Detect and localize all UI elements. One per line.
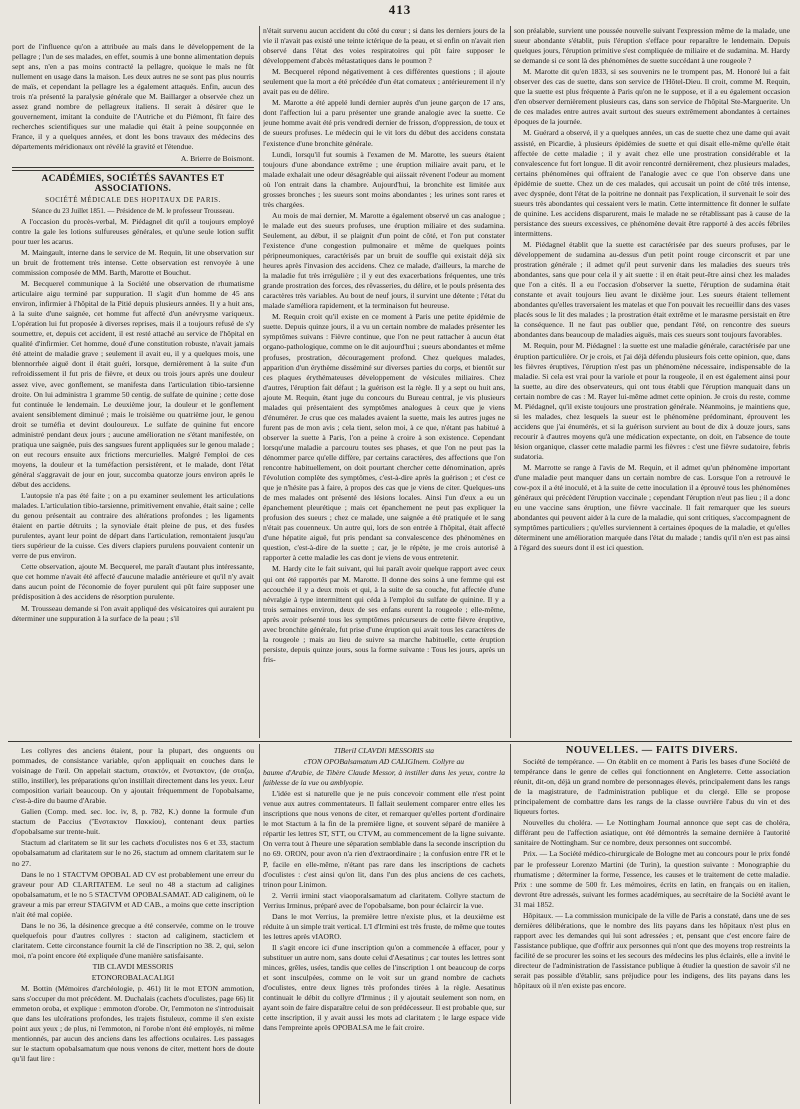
paragraph: A l'occasion du procès-verbal, M. Piédagnel dit qu'il a toujours employé contre la gale les lotions sulfureuses générales, et qu'une seule lotion suffit pour tuer les acarus. — [12, 216, 254, 246]
page-number: 413 — [388, 2, 412, 17]
paragraph: M. Hardy cite le fait suivant, qui lui paraît avoir quelque rapport avec ceux qui ont été rapportés par M. Marotte. Il donne des soins à une femme qui est accouchée il y a deux mois et qui, à la suite de sa couche, fut affectée d'une névralgie à type intermittent qui céda à l'emploi du sulfate de quinine. Il y a trois semaines environ, deux de ses enfans eurent la rougeole ; elle-même, après avoir présenté tous les symptômes précurseurs de cette fièvre éruptive, avec bronchite générale, fut prise d'une éruption qui avait tous les caractères de la rougeole ; mais au lieu de suivre sa marche habituelle, cette éruption persiste, depuis quinze jours, sous la forme suivante : Tous les jours, après un fris- — [263, 564, 505, 664]
paragraph: M. Marotte dit qu'en 1833, si ses souvenirs ne le trompent pas, M. Honoré lui a fait observer des cas de suette, dans son service de l'Hôtel-Dieu. Il croit, comme M. Requin, que la suette est plus fréquente à Paris qu'on ne le suppose, et il a eu également occasion d'en observer dernièrement plusieurs cas, dans son service de l'hôpital Ste-Marguerite. Un de ces malades entre autres avait surtout des sueurs extrêmement abondantes à certaines époques de la journée. — [514, 67, 790, 127]
inscription-heading: cTON OPOBalsamatum AD CALIGInem. Collyre au — [303, 757, 465, 767]
paragraph: M. Guérard a observé, il y a quelques années, un cas de suette chez une dame qui avait assisté, en Picardie, à plusieurs épidémies de suette et qui disait elle-même qu'elle était affectée de cette maladie ; il y avait chez elle une prostration considérable et la convalescence fut fort longue. Il dit avoir rencontré dernièrement, chez plusieurs malades, certains phénomènes qui offraient de l'analogie avec ce que l'on observe dans une épidémie de suette. Chez un de ces malades, qui accusait un point de côté très intense, avec dyspnée, dont l'état de la poitrine ne donnait pas l'explication, il survenait le soir des sueurs très abondantes qui cessaient vers le matin. Cette intermittence fit donner le sulfate de quinine. Les accidens disparurent, mais le malade ne se rétablissant pas à cause de la persistance des sueurs excessives, ce phénomène devait être rapporté à des accès fébriles intermittens. — [514, 128, 790, 238]
paragraph: M. Marrotte se range à l'avis de M. Requin, et il admet qu'un phénomène important d'une maladie peut manquer dans un certain nombre de cas. Lorsque l'on a retrouvé le cow-pox il a été inoculé, et à la suite de cette inoculation il a éprouvé tous les phénomènes généraux qui précèdent l'éruption vaccinale ; cependant l'éruption n'eut pas lieu ; il a donc eu une vaccine sans éruption, une fièvre vaccinale. Il fait remarquer que les sueurs abondantes qui peuvent aider à la cure de la maladie, qui sont critiques, s'accompagnent de symptômes particuliers ; qu'elles surviennent à certaines époques de la maladie, et qu'elles déterminent une amélioration marquée dans l'état du malade ; tandis qu'il n'en est pas ainsi à l'égard des sueurs dont il est ici question. — [514, 463, 790, 553]
column-rule — [259, 744, 260, 1104]
paragraph: Les collyres des anciens étaient, pour la plupart, des onguents ou pommades, de consistance variable, qu'on appliquait en couches dans le voisinage de l'œil. On appelait stactum, στακτόν, et ἔνστακτον, (de σταζω, stillo, instiller), les préparations qu'on instillait directement dans les yeux. Leur composition variait beaucoup. On y ajoutait fréquemment de l'opobalsame, c'est-à-dire du baume d'Arabie. — [12, 746, 254, 806]
news-item: Société de tempérance. — On établit en ce moment à Paris les bases d'une Société de tempérance dans le genre de celles qui fonctionnent en Angleterre. Cette association réunit, dit-on, déjà un grand nombre de personnages élevés, principalement dans les rangs de la magistrature, de l'administration publique et du clergé. Elle se propose principalement de combattre dans les rangs de la classe ouvrière l'abus du vin et des liqueurs fortes. — [514, 757, 790, 817]
society-name: SOCIÉTÉ MÉDICALE DES HOPITAUX DE PARIS. — [45, 195, 221, 204]
paragraph: Dans le mot Verrius, la première lettre n'existe plus, et la deuxième est réduite à un simple trait vertical. L'I d'Irmini est très fruste, de même que toutes les lettres après vIAORO. — [263, 911, 505, 941]
inscription-translation: baume d'Arabie, de Tibère Claude Messor, à instiller dans les yeux, contre la faiblesse de la vue ou amblyopie. — [263, 768, 505, 788]
paragraph: Dans le no 36, la désinence grecque a été conservée, comme on le trouve quelquefois pour d'autres collyres : stacton ad caliginem, stacticlem et claritatem. Cette circonstance fournit la clé de l'inscription no 38. 2, qui, selon moi, n'a point encore été expliquée d'une manière satisfaisante. — [12, 920, 254, 960]
upper-column-2 — [263, 26, 505, 738]
paragraph: M. Requin croit qu'il existe en ce moment à Paris une petite épidémie de suette. Depuis quinze jours, il a vu un certain nombre de malades présenter les symptômes suivans : Fièvre continue, que l'on ne peut rattacher à aucun état organo-pathologique, comme on le dit aujourd'hui ; sueurs abondantes et même profuses, prostration, découragement profond. Chez quelques malades, apparition d'un érythème disséminé sur diverses parties du corps, et bientôt sur ces plaques érythémateuses développement de vésicules miliaires. Chez d'autres, l'éruption fait défaut ; la guérison est la règle. Il y a sept ou huit ans, ajoute M. Requin, étant juge du concours du Bureau central, je vis plusieurs malades qui présentaient des symptômes analogues à ceux que je viens d'énumérer. Je crus que ces malades avaient la suette, mais les autres juges ne furent pas de mon avis ; cela tient, selon moi, à ce que, n'étant pas habitué à observer la suette à Paris, l'on a peine à croire à son existence. Cependant lorsqu'une maladie a parcouru toutes ses phases, et que l'on ne peut pas la dénommer parce qu'elle diffère, par certains caractères, des affections que l'on rencontre habituellement, on doit pourtant chercher cette dénomination, après l'évolution complète des symptômes, c'est-à-dire après la guérison ; et c'est ce que je n'hésite pas à faire, à propos des cas que je viens de citer. Quelques-uns de mes malades ont présenté des lésions locales. Ainsi l'un d'eux a eu un épanchement pleurétique ; mais cet épanchement ne peut pas expliquer la profusion des sueurs ; chez ce malade, une saignée a été pratiquée et le sang n'était pas couenneux. Un autre qui, lors de son entrée à l'hôpital, était affecté d'une hépatite aiguë, fut pris pendant sa convalescence des phénomènes en question, c'est-à-dire de la suette ; car, je le répète, je me crois autorisé à rapporter à cette maladie les cas dont je viens de vous entretenir. — [263, 312, 505, 563]
inscription-line: TIB CLAVDI MESSORIS — [92, 961, 174, 971]
paragraph: M. Requin, pour M. Piédagnel : la suette est une maladie générale, caractérisée par une éruption particulière. Or je crois, et j'ai déjà défendu plusieurs fois cette opinion, que, dans les fièvres éruptives, l'éruption n'est pas un phénomène nécessaire, indispensable de la maladie. Si cela est vrai pour la variole et pour la rougeole, il en est également ainsi pour la suette, au dire des observateurs, qui ont tous établi que l'éruption manquait dans un certain nombre de cas : M. Rayer lui-même admet cette opinion. Je crois du reste, comme M. Piédagnel, qu'il existe toujours une prostration générale. Néanmoins, je maintiens que, si les malades, chez lesquels la sueur est le phénomène prédominant, éprouvent les accidens que j'ai énumérés, et si la guérison survient au bout de dix à douze jours, sans recourir à d'autres moyens qu'à une médication expectante, on doit, en l'absence de toute lésion organique, classer cette maladie parmi les fièvres : c'est une fièvre sudatoire, febris sudatoria. — [514, 341, 790, 461]
paragraph: L'idée est si naturelle que je ne puis concevoir comment elle n'est point venue aux autres commentateurs. Il fallait seulement comparer entre elles les inscriptions que nous venons de citer, et remarquer qu'elles portent d'ordinaire le mot Stactum à la fin de la première ligne, et souvent séparé de manière à répartir les lettres ST, STT, ou CTVM, au commencement de la ligne suivante. On verra tout à l'heure une séparation semblable dans la seconde inscription du no 69. ORON, pour avon n'a rien d'extraordinaire ; la confusion entre l'R et le P, facile en elle-même, n'étant pas rare dans les inscriptions de cachets d'oculistes : c'est ainsi qu'on lit, dans l'un des plus anciens de ces cachets, trinon pour Linimon. — [263, 789, 505, 889]
column-rule — [510, 26, 511, 738]
paragraph: M. Marotte a été appelé lundi dernier auprès d'un jeune garçon de 17 ans, dont l'affection lui a paru présenter une grande analogie avec la suette. Ce jeune homme avait été pris vendredi dernier de frisson, d'oppression, de toux et de sueurs profuses. Le médecin qui le vit lors du début des accidens constata l'existence d'une bronchite générale. — [263, 98, 505, 148]
inscription-line: ETONOROBALACALIGI — [91, 973, 175, 983]
column-rule — [259, 26, 260, 738]
news-item: Nouvelles du choléra. — Le Nottingham Journal annonce que sept cas de choléra, différant peu de l'affection asiatique, ont été démontrés la semaine dernière à l'autorité sanitaire de Nottingham. Sur ce nombre, deux personnes ont succombé. — [514, 818, 790, 848]
upper-column-3 — [514, 26, 790, 738]
paragraph: M. Trousseau demande si l'on avait appliqué des vésicatoires qui auraient pu déterminer une suppuration à la surface de la peau ; s'il — [12, 603, 254, 623]
paragraph: L'autopsie n'a pas été faite ; on a pu examiner seulement les articulations malades. L'articulation tibio-tarsienne, primitivement envahie, était saine ; celle du genou présentait au contraire des altérations profondes ; les ligaments étaient en partie détruits ; la synoviale était pleine de pus, et des fusées purulentes, ayant leur point de départ dans l'articulation, remontaient jusqu'au tiers supérieur de la cuisse. Ces divers clapiers purulens pouvaient contenir un verre de pus environ. — [12, 491, 254, 561]
meeting-info: Séance du 23 Juillet 1851. — Présidence de M. le professeur Trousseau. — [31, 206, 235, 215]
paragraph: M. Becquerel répond négativement à ces différentes questions ; il ajoute seulement que la mort a été précédée d'un état comateux ; antérieurement il n'y avait pas eu de délire. — [263, 67, 505, 97]
paragraph: M. Maingault, interne dans le service de M. Requin, lit une observation sur un bruit de frottement très intense. Cette observation est renvoyée à une commission composée de MM. Barth, Marotte et Bouchut. — [12, 247, 254, 277]
paragraph: 2. Verrii irmini stact viaoporalsamatum ad claritatem. Collyre stactum de Verrius Irminus, préparé avec de l'opobalsame, bon pour éclaircir la vue. — [263, 890, 505, 910]
paragraph: Stactum ad claritatem se lit sur les cachets d'oculistes nos 6 et 33, stactum opobalsamatum ad claritatem sur le no 26, stactum ad omnem claritatem sur le no 27. — [12, 838, 254, 868]
lower-column-1 — [12, 746, 254, 1102]
paragraph: M. Becquerel communique à la Société une observation de rhumatisme articulaire aigu terminé par suppuration. Il s'agit d'un homme de 45 ans environ, infirmier à l'hôpital de la Pitié depuis plusieurs années. Il y a huit ans, à la suite d'une saignée, cet homme fut affecté d'un anévrysme variqueux. L'opération lui fut proposée à diverses reprises, mais il a toujours refusé de s'y soumettre, et, depuis cet accident, il est resté attaché au service de l'hôpital en qualité d'infirmier. Cet homme, doué d'une constitution robuste, n'avait jamais été atteint de maladie grave ; seulement il avait eu, il y a quelques mois, une blennorrhée aiguë dont il était guéri, lorsque, dernièrement à la suite d'un refroidissement il fut pris de fièvre, et deux ou trois jours après une douleur assez vive, avec gonflement, se manifesta dans l'articulation tibio-tarsienne droite. On lui administra 1 gramme 50 centig. de sulfate de quinine ; cette dose fut continuée le lendemain. Le deuxième jour, la douleur et le gonflement avaient sensiblement diminué ; mais le troisième ou quatrième jour, le genou droit se tuméfia et devint douloureux. Le sulfate de quinine fut encore administré pendant deux jours ; aucune amélioration ne s'étant manifestée, on pratiqua une saignée, puis des sangsues furent appliquées sur le genou malade ; on eut recours ensuite aux frictions mercurielles. Malgré l'emploi de ces moyens, la douleur et la tuméfaction persistèrent, et le malade, dont l'état général s'aggravait de jour en jour, succomba quatorze jours environ après le début des accidens. — [12, 279, 254, 489]
section-divider — [12, 167, 254, 171]
paragraph: M. Bottin (Mémoires d'archéologie, p. 461) lit le mot ETON ammotion, sans s'occuper du mot précédent. M. Duchalais (cachets d'oculistes, page 66) lit emmeton oroba, et explique : emmoton d'orobe. Or, l'emmoton ne s'introduisait que dans les ulcérations profondes, les trajets fistuleux, comme il s'en existe point aux yeux ; de plus, ni l'emmoton, ni l'orobe n'ont été employés, ni même mentionnés, par aucun des anciens dans les affections oculaires. Les passages sur le stactum opobalsamatum que nous venons de citer, mettent hors de doute qu'il faut lire : — [12, 984, 254, 1064]
news-section-title: NOUVELLES. — FAITS DIVERS. — [565, 746, 739, 756]
paragraph: Cette observation, ajoute M. Becquerel, me paraît d'autant plus intéressante, que cet homme n'avait été affecté d'aucune maladie antérieure et qu'il n'y avait dans aucun point de l'économie de foyer purulent qui pût faire supposer une prédisposition à des accidens de résorption purulente. — [12, 562, 254, 602]
paragraph: Dans le no 1 STACTVM OPOBAL AD CV est probablement une erreur du graveur pour AD CLARITATEM. Le seul no 48 a stactum ad caligines opobalsamatum, et le no 5 STACTVM OPOBALSAMAT. AD caliginem, où le graveur a mis par erreur STAGIVM et AD CAB., a moins que cette inscription n'ait été mal copiée. — [12, 869, 254, 919]
news-item: Prix. — La Société médico-chirurgicale de Bologne met au concours pour le prix fondé par le professeur Lorenzo Martini (de Turin), la question suivante : Monographie du rhumatisme ; déterminer la forme, l'essence, les causes et le traitement de cette maladie. Prix : une somme de 500 fr. Les mémoires, écrits en latin, en français ou en italien, devront être adressés, suivant les formes académiques, au secrétaire de la Société avant le 31 mai 1852. — [514, 849, 790, 909]
lower-column-2 — [263, 746, 505, 1102]
paragraph: M. Piédagnel établit que la suette est caractérisée par des sueurs profuses, par le développement de sudamina au-dessus d'un petit point rouge circonscrit et par une prostration générale ; il admet qu'il peut survenir dans les maladies des sueurs très abondantes, sans que pour cela il y ait suette : il en était peut-être ainsi chez les malades que l'on a cités. Il a eu l'occasion d'observer la suette, l'éruption de sudamina était constante et avait toujours lieu avant le dixième jour. Les sueurs étaient tellement abondantes qu'elles traversaient les matelas et que l'on pouvait les recueillir dans des vases placés sous le lit des malades ; la prostration était extrême et le marasme persistait en être la conséquence. Il ne faut pas oublier que, pendant l'été, on rencontre des sueurs abondantes dans beaucoup de maladies aiguës, mais ces sueurs sont toujours favorables. — [514, 239, 790, 340]
section-title: ACADÉMIES, SOCIÉTÉS SAVANTES ET ASSOCIATIONS. — [41, 173, 225, 194]
paragraph: Il s'agit encore ici d'une inscription qu'on a commencée à effacer, pour y substituer un autre nom, sans doute celui d'Aesatinus ; car toutes les lettres sont minces, grêles, usées, tandis que celles de l'inscription 1 ont beaucoup de corps et sont insculpées, comme on le voit sur un grand nombre de cachets d'oculistes, entre deux lignes très profondes tirées à la règle. Aesatinus continuait le débit du collyre d'Irminus ; il y ajoutait seulement son nom, en ayant soin de faire disparaître celui de son prédécesseur. Il est probable que, sur cette inscription, il y avait aussi les mots ad claritatem ; le large espace vide dans l'empreinte après OPOBALSA me le fait croire. — [263, 942, 505, 1033]
author-signature: A. Brierre de Boismont. — [180, 153, 254, 163]
paragraph: son préalable, survient une poussée nouvelle suivant l'expression même de la malade, une sueur abondante s'établit, puis l'éruption s'efface pour reparaître le lendemain. Depuis quelques jours, l'éruption primitive s'est compliquée de miliaire et de sudamina. M. Hardy se demande si ce sont là des phénomènes de suette succédant à une rougeole ? — [514, 26, 790, 66]
news-item: Hôpitaux. — La commission municipale de la ville de Paris a constaté, dans une de ses dernières délibérations, que le nombre des lits payans dans les hôpitaux n'est plus en rapport avec les demandes qui lui sont adressées ; et, pensant que c'est encore faire de l'assistance publique, que d'offrir aux personnes qui n'ont que des moyens trop restreints la facilité de se procurer les soins et les secours des médecins les plus éclairés, elle a invité le directeur de l'administration de l'assistance publique à étudier la question de savoir s'il ne serait pas possible d'établir, sans préjudice pour les indigens, des lits payans dans les hôpitaux où il n'en existe pas encore. — [514, 910, 790, 991]
inscription-heading: TIBeriI CLAVDIi MESSORIS sta — [333, 746, 435, 755]
upper-column-1 — [12, 42, 254, 738]
horizontal-rule — [8, 741, 792, 742]
paragraph: Lundi, lorsqu'il fut soumis à l'examen de M. Marotte, les sueurs étaient toujours d'une abondance extrême ; une éruption miliaire avait paru, et le malade exhalait une odeur désagréable qui aiissait révenent l'odeur au moment où l'on entrait dans la chambre. Aujourd'hui, la bronchite est limitée aux grosses bronches ; les sueurs sont moins abondantes ; les urines sont rares et très chargées. — [263, 149, 505, 209]
paragraph: n'était survenu aucun accident du côté du cœur ; si dans les derniers jours de la vie il n'avait pas existé une teinte ictérique de la peau, et si enfin on n'avait rien observé dans l'état des voies respiratoires qui pût faire supposer le développement d'abcès métastatiques dans le poumon ? — [263, 26, 505, 66]
lower-column-3 — [514, 746, 790, 1102]
article-text: port de l'influence qu'on a attribuée au maïs dans le développement de la pellagre ; l'un de ses malades, en effet, soumis à une bonne alimentation depuis sept ans, n'en a pas moins contracté la pellagre, quoique le maïs ne fût nullement en usage dans la maison. Les deux autres ne se sont pas plus nourris de maïs, et cependant la pellagre les a également attaqués. Enfin, aucun des trois n'a présenté la paralysie générale que M. Baillarger a observée chez un assez grand nombre de pellagreux italiens. Il serait à désirer que le gouvernement, imitant la conduite de l'Autriche et du Piémont, fît faire des recherches scientifiques sur une maladie qui était à peine soupçonnée en France, il y a quelques années, et dont les bons travaux des médecins des départements méridionaux ont révélé la gravité et l'étendue. — [12, 42, 254, 152]
paragraph: Au mois de mai dernier, M. Marotte a également observé un cas analogue ; le malade eut des sueurs profuses, une éruption miliaire et des sudamina. Seulement, au début, il se plaignit d'un point de côté, et l'on put constater l'existence d'une congestion pulmonaire et même de quelques points péripneumoniques, caractérisés par un bruit de souffle qui existait déjà six heures après l'invasion des accidens. Chez ce malade, d'ailleurs, la marche de la maladie fut très irrégulière ; il y eut des exacerbations fréquentes, une très grande prostration des forces, des rêvasseries, du délire, et le pouls présenta des caractères très variables. Au bout de neuf jours, il survint une détente ; l'état du malade s'améliora rapidement, et la terminaison fut heureuse. — [263, 210, 505, 311]
column-rule — [510, 744, 511, 1104]
paragraph: Galien (Comp. med. sec. loc. iv, 8, p. 782, K.) donne la formule d'un stactum de Paccius (Ἔνστακτον Πακκίου), contenant deux parties d'opobalsame sur trente-huit. — [12, 807, 254, 837]
